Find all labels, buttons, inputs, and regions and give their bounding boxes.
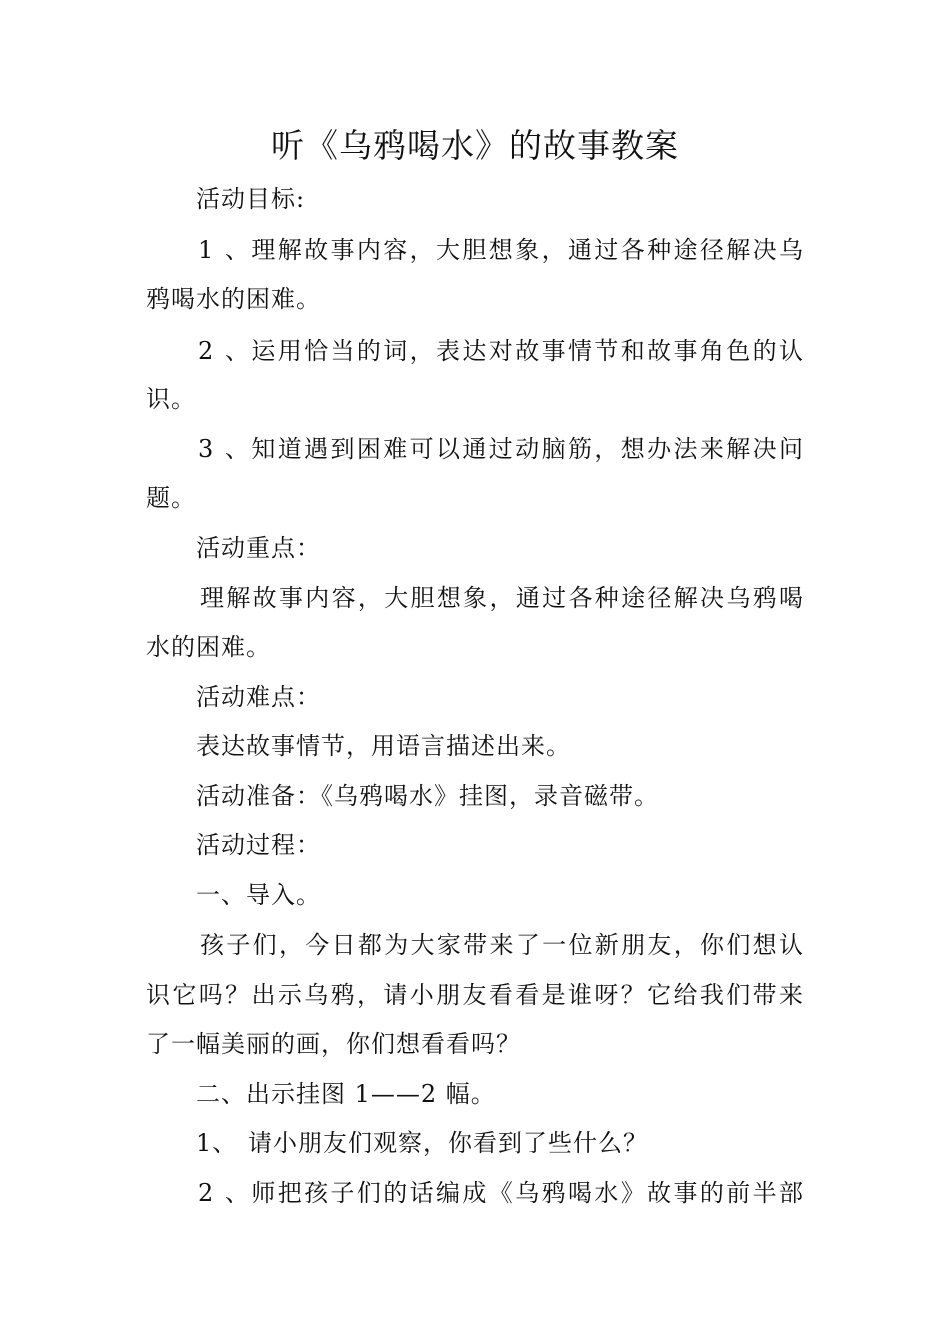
step-2-item-1-text: 请小朋友们观察，你看到了些什么？ — [248, 1129, 648, 1157]
goal-2-number: 2、 — [198, 337, 250, 365]
page-title: 听《乌鸦喝水》的故事教案 — [271, 126, 679, 165]
goal-1-number: 1、 — [198, 236, 250, 264]
process-heading: 活动过程： — [196, 831, 321, 859]
step-1-heading: 一、导入。 — [196, 881, 321, 909]
goal-3-text: 知道遇到困难可以通过动脑筋，想办法来解决问 — [250, 435, 804, 463]
step-2-item-1-number: 1、 — [196, 1129, 238, 1157]
difficulty-text: 表达故事情节，用语言描述出来。 — [196, 732, 571, 760]
step-2-item-2-text: 师把孩子们的话编成《乌鸦喝水》故事的前半部 — [250, 1179, 804, 1207]
goals-heading: 活动目标: — [196, 185, 306, 213]
goal-2-line-1 — [198, 334, 804, 368]
intro-line-3: 了一幅美丽的画，你们想看看吗？ — [146, 1030, 521, 1058]
step-2-item-1 — [196, 1126, 648, 1160]
goal-1-line-1 — [198, 233, 804, 267]
key-line-2: 水的困难。 — [146, 633, 271, 661]
goal-2-text: 运用恰当的词，表达对故事情节和故事角色的认 — [250, 337, 804, 365]
goal-2-line-2: 识。 — [146, 385, 196, 413]
key-line-1: 理解故事内容，大胆想象，通过各种途径解决乌鸦喝 — [200, 584, 804, 612]
step-2-item-2 — [198, 1176, 804, 1210]
goal-3-line-2: 题。 — [146, 484, 196, 512]
intro-line-1: 孩子们，今日都为大家带来了一位新朋友，你们想认 — [200, 931, 804, 959]
goal-1-text: 理解故事内容，大胆想象，通过各种途径解决乌 — [250, 236, 804, 264]
step-2-heading: 二、出示挂图 1——2 幅。 — [196, 1080, 496, 1108]
key-heading: 活动重点： — [196, 534, 321, 562]
intro-line-2: 识它吗？出示乌鸦，请小朋友看看是谁呀？它给我们带来 — [146, 981, 804, 1009]
step-2-item-2-number: 2、 — [198, 1179, 250, 1207]
goal-3-number: 3、 — [198, 435, 250, 463]
goal-1-line-2: 鸦喝水的困难。 — [146, 285, 321, 313]
goal-3-line-1 — [198, 432, 804, 466]
preparation-text: 活动准备：《乌鸦喝水》挂图，录音磁带。 — [196, 782, 659, 810]
difficulty-heading: 活动难点： — [196, 683, 321, 711]
